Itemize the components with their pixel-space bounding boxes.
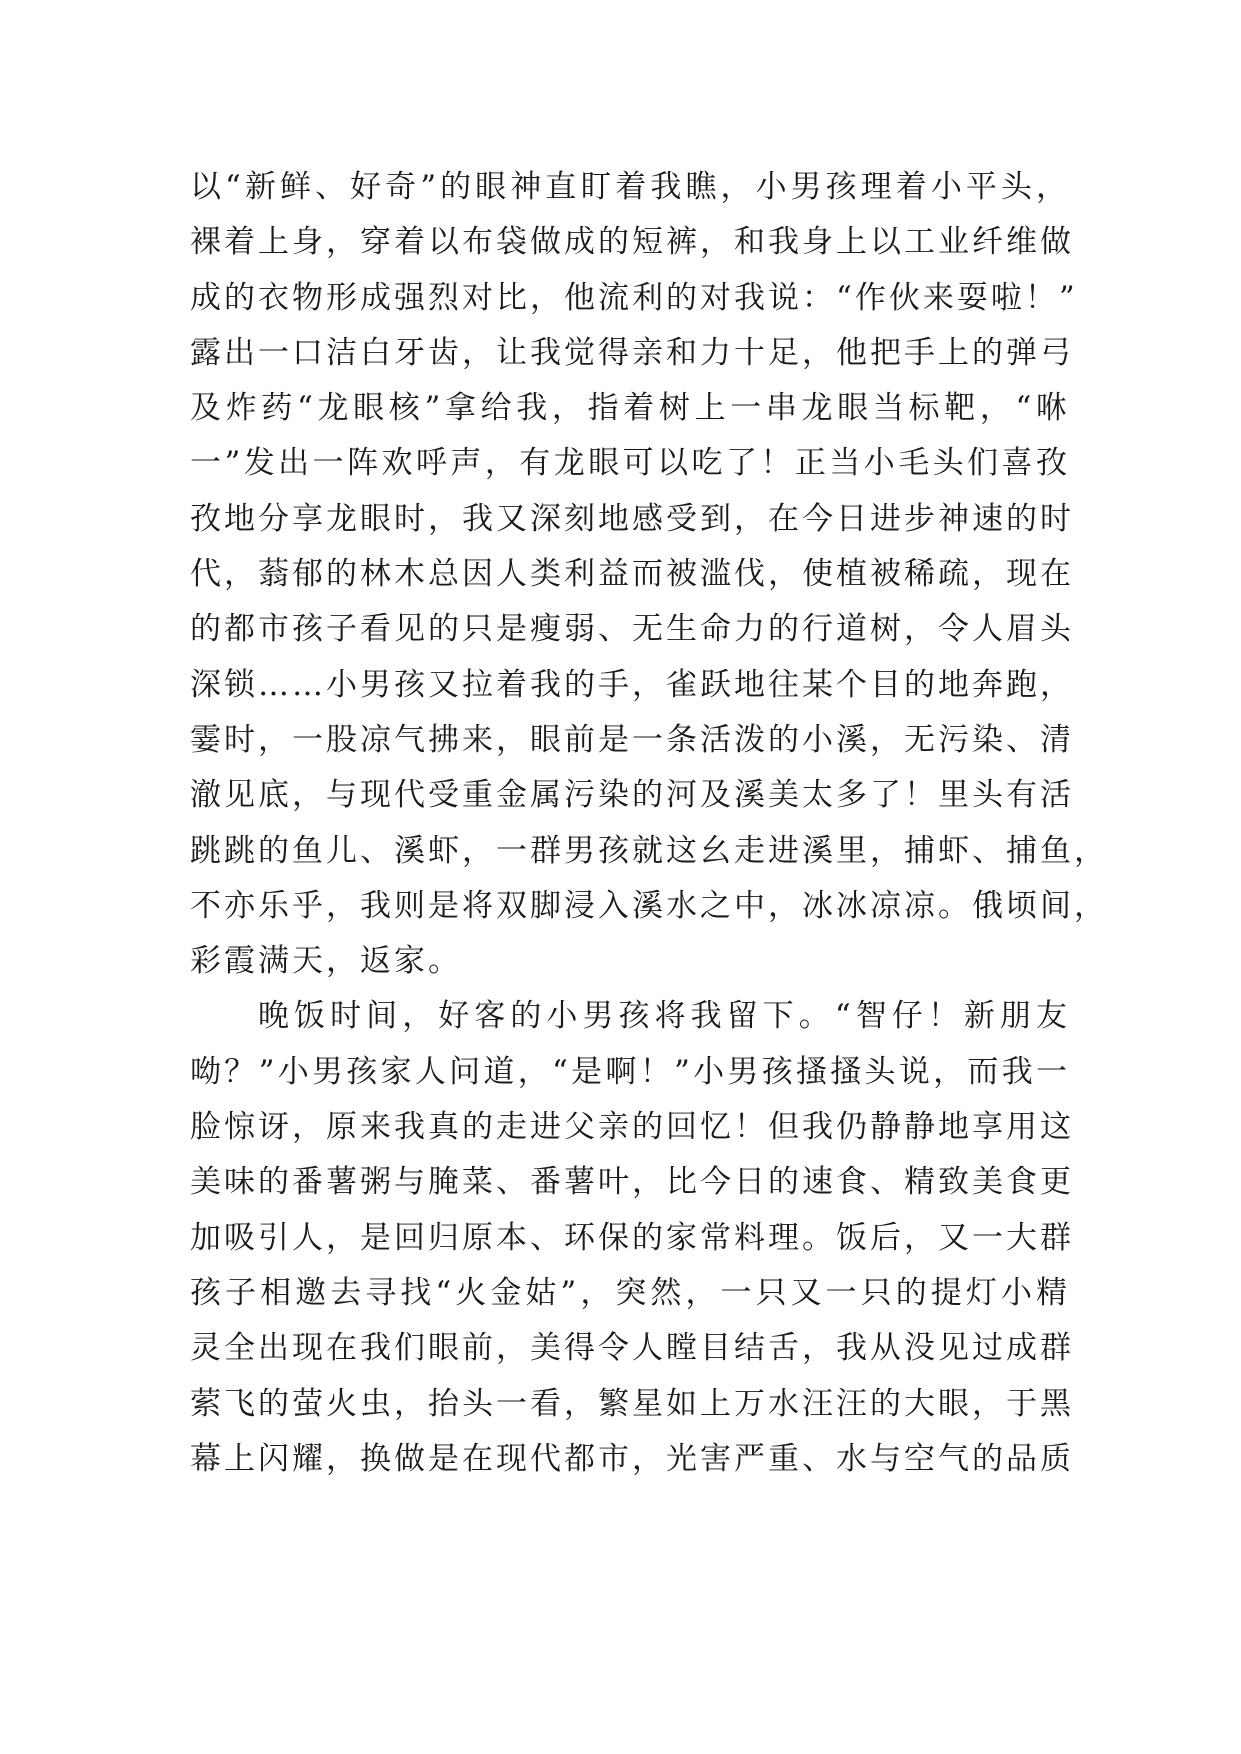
text-line: 彩霞满天，返家。 bbox=[190, 943, 462, 980]
text-line: 萦飞的萤火虫，抬头一看，繁星如上万水汪汪的大眼，于黑 bbox=[190, 1385, 1074, 1422]
text-line: 以“新鲜、好奇”的眼神直盯着我瞧，小男孩理着小平头， bbox=[190, 169, 1070, 205]
text-line: 晚饭时间，好客的小男孩将我留下。“智仔！新朋友 bbox=[258, 998, 1070, 1035]
paragraph-2 bbox=[190, 989, 1074, 1487]
text-line: 不亦乐乎，我则是将双脚浸入溪水之中，冰冰凉凉。俄顷间， bbox=[190, 887, 1108, 924]
text-line: 灵全出现在我们眼前，美得令人瞠目结舌，我从没见过成群 bbox=[190, 1330, 1074, 1367]
text-line: 脸惊讶，原来我真的走进父亲的回忆！但我仍静静地享用这 bbox=[190, 1109, 1074, 1146]
paragraph-1 bbox=[190, 160, 1108, 989]
text-line: 成的衣物形成强烈对比，他流利的对我说：“作伙来耍啦！” bbox=[190, 279, 1078, 316]
text-line: 幕上闪耀，换做是在现代都市，光害严重、水与空气的品质 bbox=[190, 1440, 1074, 1477]
text-line: 加吸引人，是回归原本、环保的家常料理。饭后，又一大群 bbox=[190, 1219, 1074, 1256]
text-line: 裸着上身，穿着以布袋做成的短裤，和我身上以工业纤维做 bbox=[190, 224, 1074, 261]
text-line: 孜地分享龙眼时，我又深刻地感受到，在今日进步神速的时 bbox=[190, 500, 1074, 537]
text-line: 代，蓊郁的林木总因人类利益而被滥伐，使植被稀疏，现在 bbox=[190, 556, 1074, 593]
document-body bbox=[190, 160, 1108, 1487]
text-line: 呦？”小男孩家人问道，“是啊！”小男孩搔搔头说，而我一 bbox=[190, 1053, 1070, 1090]
text-line: 及炸药“龙眼核”拿给我，指着树上一串龙眼当标靶，“咻 bbox=[190, 390, 1070, 427]
text-line: 露出一口洁白牙齿，让我觉得亲和力十足，他把手上的弹弓 bbox=[190, 334, 1074, 371]
text-line: 的都市孩子看见的只是瘦弱、无生命力的行道树，令人眉头 bbox=[190, 611, 1074, 648]
text-line: 一”发出一阵欢呼声，有龙眼可以吃了！正当小毛头们喜孜 bbox=[190, 445, 1070, 482]
text-line: 澈见底，与现代受重金属污染的河及溪美太多了！里头有活 bbox=[190, 777, 1074, 814]
text-line: 跳跳的鱼儿、溪虾，一群男孩就这幺走进溪里，捕虾、捕鱼， bbox=[190, 832, 1108, 869]
text-line: 深锁……小男孩又拉着我的手，雀跃地往某个目的地奔跑， bbox=[190, 666, 1074, 703]
text-line: 霎时，一股凉气拂来，眼前是一条活泼的小溪，无污染、清 bbox=[190, 721, 1074, 758]
text-line: 孩子相邀去寻找“火金姑”，突然，一只又一只的提灯小精 bbox=[190, 1274, 1070, 1311]
text-line: 美味的番薯粥与腌菜、番薯叶，比今日的速食、精致美食更 bbox=[190, 1164, 1074, 1201]
